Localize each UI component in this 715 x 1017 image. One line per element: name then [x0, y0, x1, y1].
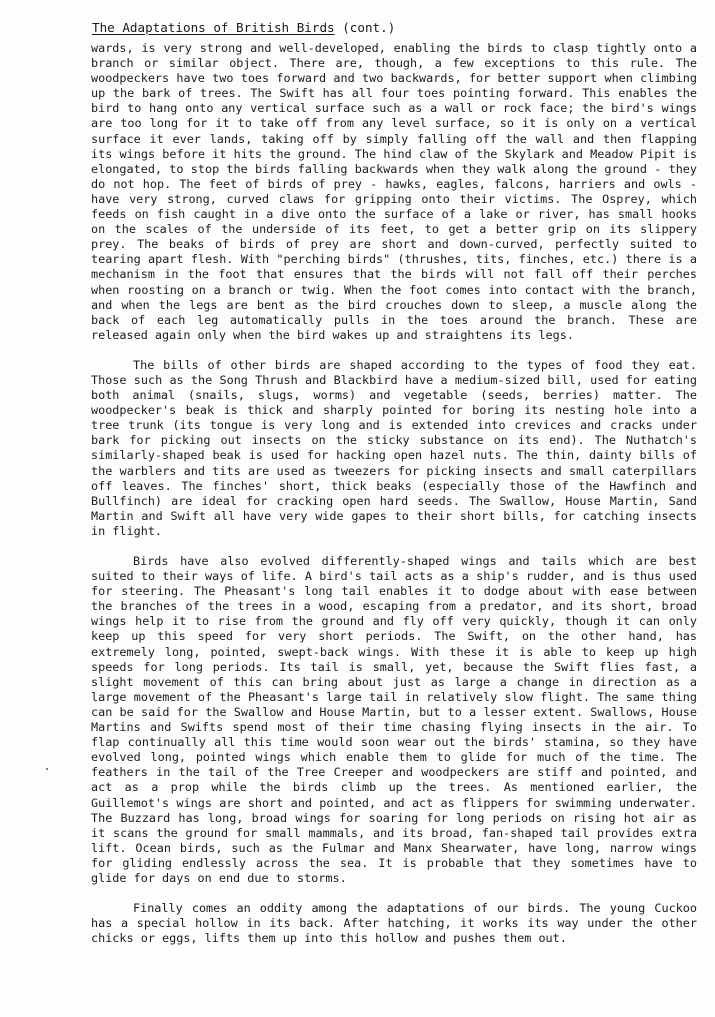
page-header — [92, 20, 395, 35]
paragraph-wings-tails: Birds have also evolved differently-shaped wings and tails which are best suited to their ways of life. A bird's tail acts as a ship's rudder, and is thus used for steering. The Pheasant's long tail enables it to dodge about with ease between the branches of the trees in a wood, escaping from a predator, and its short, broad wings help it to rise from the ground and fly off very quickly, though it can only keep up this speed for very short periods. The Swift, on the other hand, has extremely long, pointed, swept-back wings. With these it is able to keep up high speeds for long periods. Its tail is small, yet, because the Swift flies fast, a slight movement of this can bring about just as large a change in direction as a large movement of the Pheasant's large tail in relatively slow flight. The same thing can be said for the Swallow and House Martin, but to a lesser extent. Swallows, House Martins and Swifts spend most of their time chasing flying insects in the air. To flap continually all this time would soon wear out the birds' stamina, so they have evolved long, pointed wings which enable them to glide for much of the time. The feathers in the tail of the Tree Creeper and woodpeckers are stiff and pointed, and act as a prop while the birds climb up the trees. As mentioned earlier, the Guillemot's wings are short and pointed, and act as flippers for swimming underwater. The Buzzard has long, broad wings for soaring for long periods on rising hot air as it scans the ground for small mammals, and its broad, fan-shaped tail provides extra lift. Ocean birds, such as the Fulmar and Manx Shearwater, have long, narrow wings for gliding endlessly across the sea. It is probable that they sometimes have to glide for days on end due to storms. — [91, 554, 697, 885]
paragraph-bills: The bills of other birds are shaped according to the types of food they eat. Those such as the Song Thrush and Blackbird have a medium-sized bill, used for eating both animal (snails, slugs, worms) and vegetable (seeds, berries) matter. The woodpecker's beak is thick and sharply pointed for boring its nesting hole into a tree trunk (its tongue is very long and is extended into crevices and cracks under bark for picking out insects on the sticky substance on its end). The Nuthatch's similarly-shaped beak is used for hacking open hazel nuts. The thin, dainty bills of the warblers and tits are used as tweezers for picking insects and small caterpillars off leaves. The finches' short, thick beaks (especially those of the Hawfinch and Bullfinch) are ideal for cracking open hard seeds. The Swallow, House Martin, Sand Martin and Swift all have very wide gapes to their short bills, for catching insects in flight. — [91, 357, 697, 538]
document-title: The Adaptations of British Birds — [92, 20, 335, 35]
paragraph-cuckoo: Finally comes an oddity among the adaptations of our birds. The young Cuckoo has a special hollow in its back. After hatching, it works its way under the other chicks or eggs, lifts them up into this hollow and pushes them out. — [91, 901, 697, 946]
title-suffix: (cont.) — [334, 20, 396, 35]
margin-speck — [46, 768, 48, 770]
paragraph-feet: wards, is very strong and well-developed, enabling the birds to clasp tightly onto a branch or similar object. There are, though, a few exceptions to this rule. The woodpeckers have two toes forward and two backwards, for better support when climbing up the bark of trees. The Swift has all four toes pointing forward. This enables the bird to hang onto any vertical surface such as a wall or rock face; the bird's wings are too long for it to take off from any level surface, so it is only on a vertical surface it ever lands, taking off by simply falling off the wall and then flapping its wings before it hits the ground. The hind claw of the Skylark and Meadow Pipit is elongated, to stop the birds falling backwards when they walk along the ground - they do not hop. The feet of birds of prey - hawks, eagles, falcons, harriers and owls - have very strong, curved claws for gripping onto their victims. The Osprey, which feeds on fish caught in a dive onto the surface of a lake or river, has small hooks on the scales of the underside of its feet, to get a better grip on its slippery prey. The beaks of birds of prey are short and down-curved, perfectly suited to tearing apart flesh. With "perching birds" (thrushes, tits, finches, etc.) there is a mechanism in the foot that ensures that the birds will not fall off their perches when roosting on a branch or twig. When the foot comes into contact with the branch, and when the legs are bent as the bird crouches down to sleep, a muscle along the back of each leg automatically pulls in the toes around the branch. These are released again only when the bird wakes up and straightens its legs. — [91, 41, 697, 342]
body-text — [91, 41, 697, 961]
